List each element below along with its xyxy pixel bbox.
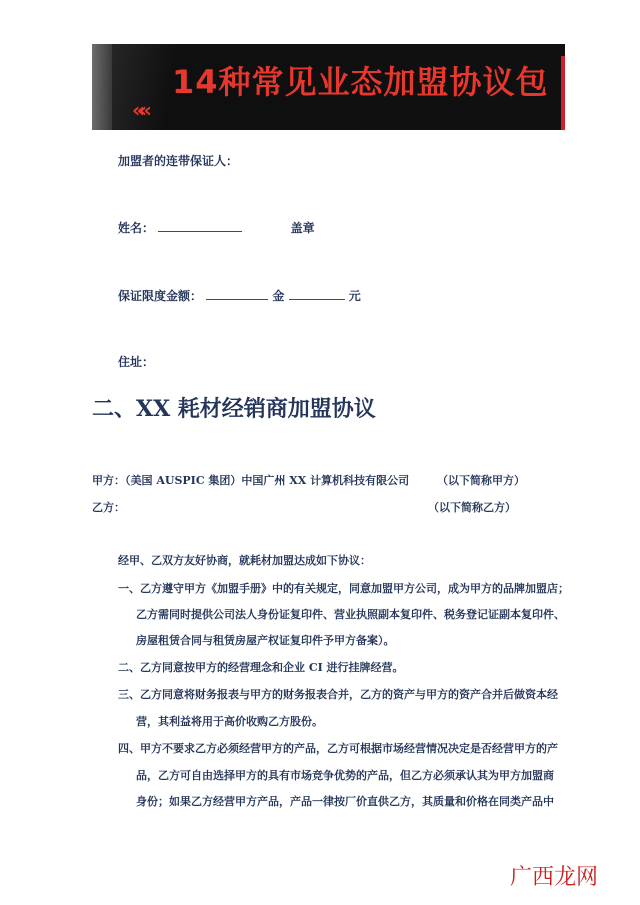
name-label: 姓名：: [118, 221, 155, 235]
clause-2-line-1: 二、乙方同意按甲方的经营理念和企业 CI 进行挂牌经营。: [118, 661, 404, 674]
section-heading: 二、XX 耗材经销商加盟协议: [92, 396, 376, 422]
clause-3-line-1: 三、乙方同意将财务报表与甲方的财务报表合并，乙方的资产与甲方的资产合并后做资本经: [118, 688, 558, 701]
guarantor-label: 加盟者的连带保证人：: [118, 154, 239, 168]
chevron-left-icon: ««: [132, 98, 146, 122]
amount-unit: 元: [348, 289, 361, 303]
clause-1-line-1: 一、乙方遵守甲方《加盟手册》中的有关规定，同意加盟甲方公司，成为甲方的品牌加盟店；: [118, 582, 569, 595]
address-label: 住址：: [118, 355, 155, 369]
party-a-note: （以下简称甲方）: [437, 474, 525, 487]
name-blank: [158, 221, 242, 232]
party-a: 甲方：（美国 AUSPIC 集团）中国广州 XX 计算机科技有限公司: [92, 474, 410, 487]
party-b: 乙方：: [92, 501, 125, 514]
clause-3-line-2: 营，其利益将用于高价收购乙方股份。: [136, 715, 323, 728]
header-banner: [92, 44, 565, 130]
banner-title: 14种常见业态加盟协议包: [172, 63, 549, 101]
amount-blank-1: [206, 289, 268, 300]
intro-paragraph: 经甲、乙双方友好协商，就耗材加盟达成如下协议：: [118, 554, 371, 567]
name-field-row: [118, 219, 315, 236]
banner-sheen: [92, 44, 112, 130]
amount-blank-2: [289, 289, 345, 300]
seal-label: 盖章: [290, 221, 315, 235]
clause-1-line-2: 乙方需同时提供公司法人身份证复印件、营业执照副本复印件、税务登记证副本复印件、: [136, 608, 565, 621]
watermark-logo: 广西龙网: [510, 865, 599, 890]
banner-accent-bar: [561, 56, 565, 130]
clause-1-line-3: 房屋租赁合同与租赁房屋产权证复印件予甲方备案）。: [136, 634, 395, 647]
clause-4-line-2: 品，乙方可自由选择甲方的具有市场竞争优势的产品，但乙方必须承认其为甲方加盟商: [136, 769, 554, 782]
party-b-note: （以下简称乙方）: [428, 501, 516, 514]
clause-4-line-1: 四、甲方不要求乙方必须经营甲方的产品，乙方可根据市场经营情况决定是否经营甲方的产: [118, 742, 558, 755]
clause-4-line-3: 身份；如果乙方经营甲方产品，产品一律按厂价直供乙方，其质量和价格在同类产品中: [136, 795, 554, 808]
amount-field-row: [118, 287, 361, 304]
amount-label: 保证限度金额：: [118, 289, 203, 303]
amount-mid: 金: [272, 289, 285, 303]
